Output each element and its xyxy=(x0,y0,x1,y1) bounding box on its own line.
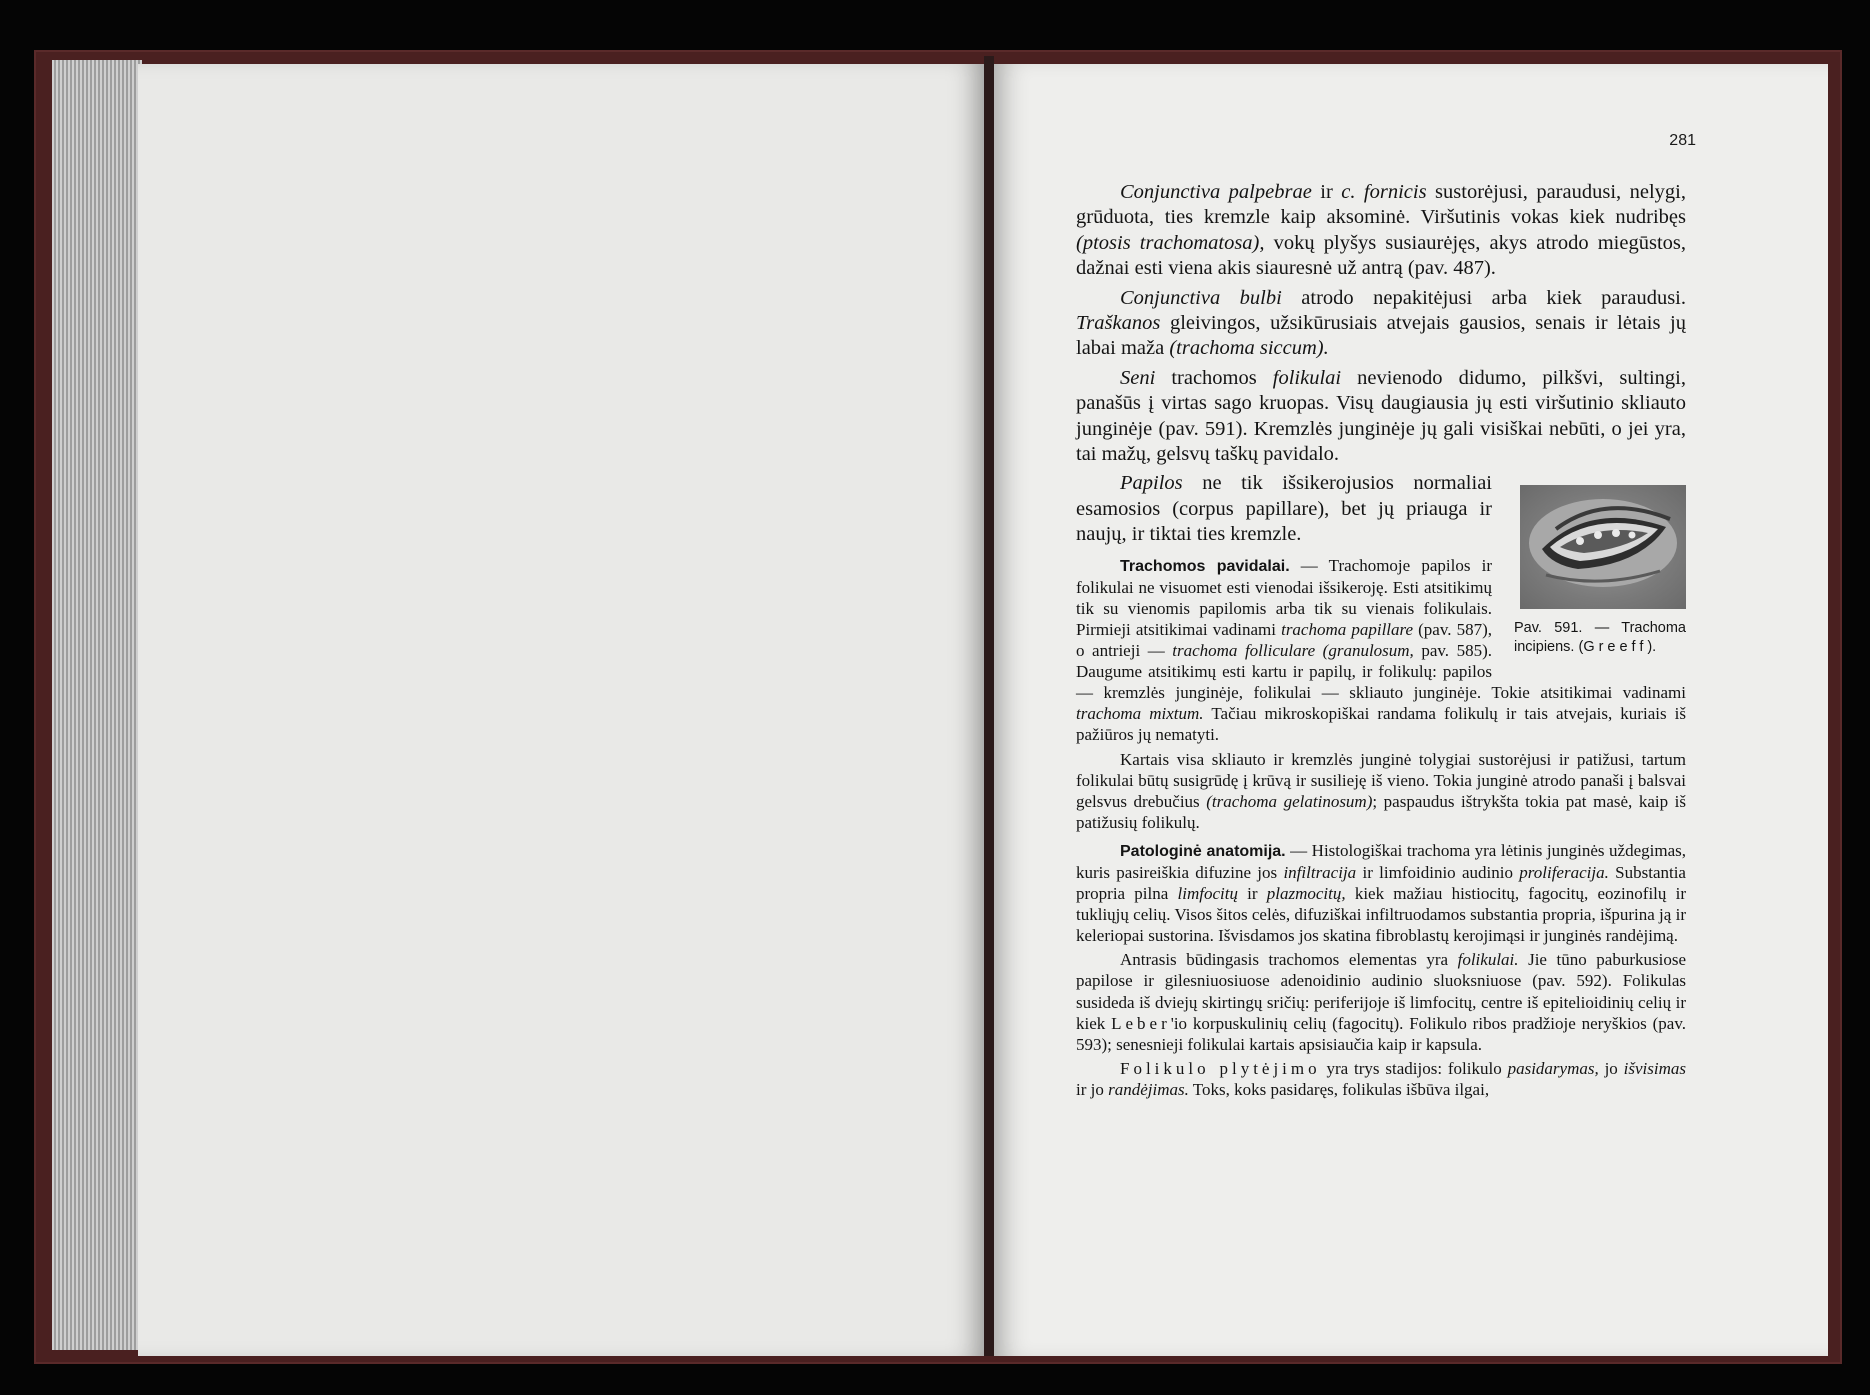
paragraph: Conjunctiva palpebrae ir c. fornicis sustorėjusi, paraudusi, nelygi, grūduota, ties kremzle kaip aksominė. Viršutinis vokas kiek nudribęs (ptosis trachomatosa), vokų plyšys susiaurėjęs, akys atrodo miegūstos, dažnai esti viena akis siauresnė už antrą (pav. 487). xyxy=(1076,181,1686,280)
paragraph: Patologinė anatomija. — Histologiškai trachoma yra lėtinis junginės uždegimas, kuris pasireiškia difuzine jos infiltracija ir limfoidinio audinio proliferacija. Substantia propria pilna limfocitų ir plazmocitų, kiek mažiau histiocitų, fagocitų, eozinofilų ir tukliųjų celių. Visos šitos celės, difuziškai infiltruodamos substantia propria, išpurina ją ir keleriopai sustorina. Išvisdamos jos skatina fibroblastų kerojimąsi ir junginės randėjimą. xyxy=(1076,840,1687,946)
paragraph: Antrasis būdingasis trachomos elementas yra folikulai. Jie tūno paburkusiose papilose ir gilesniuosiuose adenoidinio audinio sluoksniuose (pav. 592). Folikulas susideda iš dviejų skirtingų sričių: periferijoje iš limfocitų, centre iš epitelioidinių celių ir kiek Leber'io korpuskulinių celių (fagocitų). Folikulo ribos pradžioje neryškios (pav. 593); senesnieji folikulai kartais apsisiaučia kaip ir kapsula. xyxy=(1076,950,1686,1054)
left-page-blank xyxy=(138,64,984,1356)
paragraph: Trachomos pavidalai. — Trachomoje papilos ir folikulai ne visuomet esti vienodai išsikeroję. Esti atsitikimų tik su vienomis papilomis arba tik su vienais folikulais. Pirmieji atsitikimai vadinami trachoma papillare (pav. 587), o antrieji — trachoma folliculare (granulosum, pav. 585). Daugume atsitikimų esti kartu ir papilų, ir folikulų: papilos — kremzlės junginėje, folikulai — skliauto junginėje. Tokie atsitikimai vadinami trachoma mixtum. Tačiau mikroskopiškai randama folikulų ir tais atvejais, kuriais iš pažiūros jų nematyti. xyxy=(1076,555,1686,745)
section-heading: Patologinė anatomija. xyxy=(1120,842,1286,860)
paragraph: Kartais visa skliauto ir kremzlės junginė tolygiai sustorėjusi ir patižusi, tartum folikulai būtų susigrūdę į krūvą ir susilieję iš vieno. Tokia junginė atrodo panaši į balsvai gelsvus drebučius (trachoma gelatinosum); paspaudus ištrykšta tokia pat masė, kaip iš patižusių folikulų. xyxy=(1076,749,1687,832)
paragraph: Conjunctiva bulbi atrodo nepakitėjusi arba kiek paraudusi. Traškanos gleivingos, užsikūrusiais atvejais gausios, senais ir lėtais jų labai maža (trachoma siccum). xyxy=(1076,286,1686,360)
section-heading: Trachomos pavidalai. xyxy=(1120,557,1290,575)
page-text xyxy=(1076,180,1686,1103)
paragraph: Folikulo plytėjimo yra trys stadijos: folikulo pasidarymas, jo išvisimas ir jo randėjimas. Toks, koks pasidaręs, folikulas išbūva ilgai, xyxy=(1076,1058,1686,1099)
page-number: 281 xyxy=(1669,132,1696,149)
paragraph: Papilos ne tik išsikerojusios normaliai esamosios (corpus papillare), bet jų priauga ir naujų, ir tiktai ties kremzle. xyxy=(1076,472,1492,546)
paragraph: Seni trachomos folikulai nevienodo didumo, pilkšvi, sultingi, panašūs į virtas sago kruopas. Visų daugiausia jų esti viršutinio skliauto junginėje (pav. 591). Kremzlės junginėje jų gali visiškai nebūti, o jei yra, tai mažų, gelsvų taškų pavidalo. xyxy=(1076,366,1686,466)
figure-591 xyxy=(1514,485,1686,657)
figure-caption: Pav. 591. — Trachoma incipiens. (Greeff). xyxy=(1514,620,1686,656)
eye-photo xyxy=(1520,485,1686,609)
page-edges xyxy=(52,60,142,1350)
book-spine xyxy=(984,56,994,1356)
